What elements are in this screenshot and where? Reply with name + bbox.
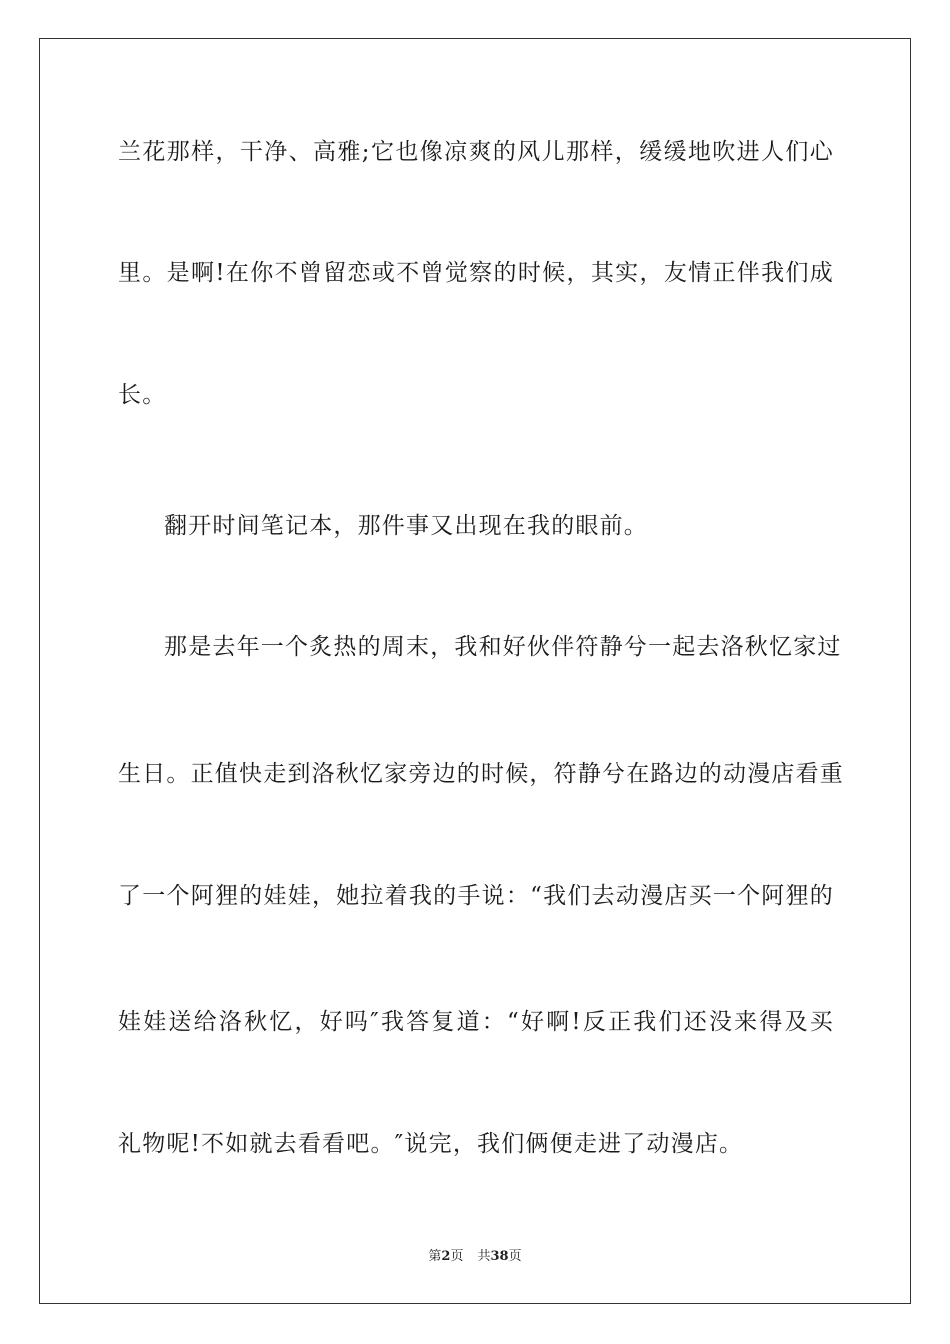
current-page-number: 2 (441, 1249, 451, 1264)
paragraph-3-line-2: 生日。正值快走到洛秋忆家旁边的时候，符静兮在路边的动漫店看重 (118, 761, 844, 787)
paragraph-3-line-3: 了一个阿狸的娃娃，她拉着我的手说：“我们去动漫店买一个阿狸的 (118, 883, 834, 909)
page-footer (0, 1248, 950, 1266)
total-suffix: 页 (508, 1249, 522, 1264)
paragraph-3-line-4: 娃娃送给洛秋忆，好吗″我答复道：“好啊!反正我们还没来得及买 (118, 1009, 834, 1035)
page-border (39, 38, 911, 1304)
paragraph-1-line-2: 里。是啊!在你不曾留恋或不曾觉察的时候，其实，友情正伴我们成 (118, 260, 834, 286)
paragraph-1-line-1: 兰花那样，干净、高雅;它也像凉爽的风儿那样，缓缓地吹进人们心 (118, 139, 834, 165)
total-pages-number: 38 (490, 1249, 509, 1264)
paragraph-1-line-3: 长。 (118, 382, 167, 408)
paragraph-2-line-1: 翻开时间笔记本，那件事又出现在我的眼前。 (164, 513, 648, 539)
paragraph-3-line-5: 礼物呢!不如就去看看吧。″说完，我们俩便走进了动漫店。 (118, 1131, 744, 1157)
paragraph-3-line-1: 那是去年一个炙热的周末，我和好伙伴符静兮一起去洛秋忆家过 (164, 634, 842, 660)
page-suffix: 页 (450, 1249, 464, 1264)
page-prefix: 第 (428, 1249, 442, 1264)
total-prefix: 共 (477, 1249, 491, 1264)
